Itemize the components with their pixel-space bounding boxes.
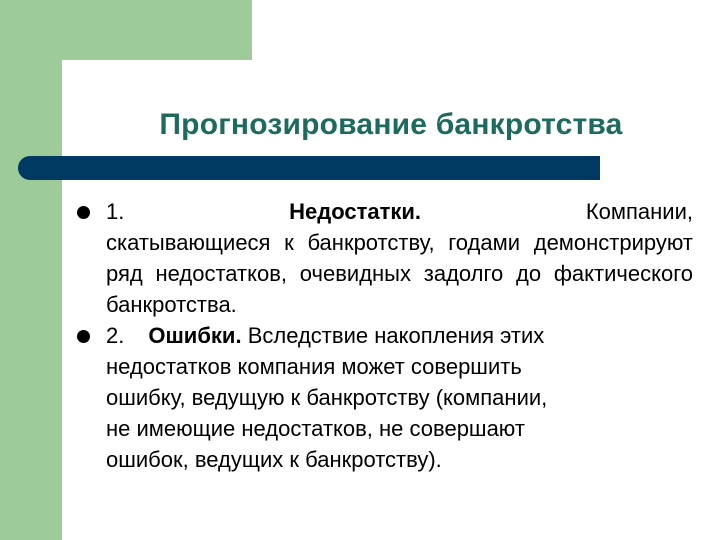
bullet-dot-1: [77, 206, 90, 219]
title-underline-bar: [18, 156, 600, 180]
bullet-item-1: [106, 196, 693, 320]
bullet-1-keyword: Недостатки.: [289, 199, 422, 224]
slide-title: Прогнозирование банкротства: [159, 108, 623, 141]
bullet-2-first-line-rest: Вследствие накопления этих: [247, 323, 545, 348]
bullet-2-first-line: [106, 320, 693, 351]
green-top-band: [0, 0, 252, 60]
bullet-1-number: 1.: [106, 199, 125, 224]
green-left-band: [0, 0, 62, 540]
bullet-2-keyword: Ошибки.: [148, 323, 242, 348]
bullet-2-line: не имеющие недостатков, не совершают: [106, 416, 525, 441]
bullet-2-number: 2.: [106, 323, 125, 348]
bullet-1-first-word: Компании,: [585, 199, 693, 224]
bullet-2-line: ошибок, ведущих к банкротству).: [106, 447, 442, 472]
bullet-dot-2: [77, 330, 90, 343]
bullet-1-text: скатывающиеся к банкротству, годами демонстрируют ряд недостатков, очевидных задолго до фактического банкротства.: [106, 230, 693, 317]
bullet-item-2: [106, 320, 693, 475]
bullet-2-line: ошибку, ведущую к банкротству (компании,: [106, 385, 548, 410]
bullet-2-line: недостатков компания может совершить: [106, 354, 522, 379]
bullet-1-first-line: [106, 196, 693, 227]
